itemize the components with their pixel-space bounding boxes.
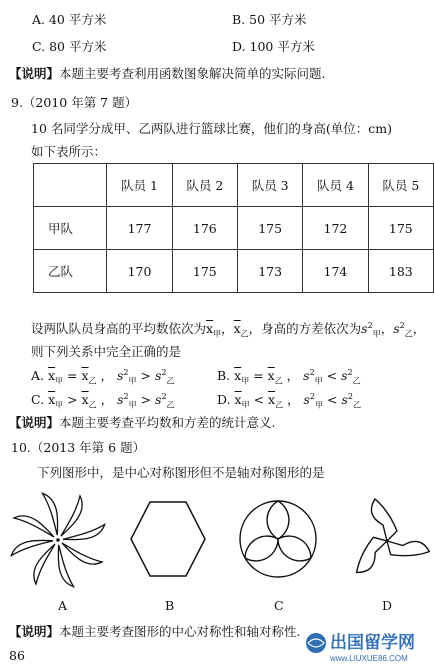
table-header-cell: 队员 2 — [172, 164, 237, 207]
table-cell: 174 — [303, 250, 368, 293]
table-header-cell: 队员 3 — [238, 164, 303, 207]
math-sup: 2 — [399, 320, 405, 330]
q9-option-a: A. $\overline{x}_甲 = \overline{x}_乙$ ， $s^2_甲 > s^2_乙$ — [31, 367, 175, 386]
math-sup: 2 — [309, 367, 315, 377]
math-mean: $\overline{x}$ — [234, 368, 242, 383]
watermark-title: 出国留学网 — [330, 633, 415, 652]
math-mean: $\overline{x}$ — [81, 392, 89, 407]
figure-label-c: C — [274, 598, 284, 613]
q10-figures — [0, 490, 434, 600]
math-sup: 2 — [161, 391, 167, 401]
math-sub: 甲 — [128, 400, 137, 410]
note-text: 本题主要考查图形的中心对称性和轴对称性. — [59, 624, 301, 639]
math-sub: 乙 — [404, 329, 413, 339]
math-var: s — [303, 368, 310, 383]
math-sub: 乙 — [88, 376, 97, 386]
math-sup: 2 — [309, 391, 316, 401]
math-var: s — [117, 392, 124, 407]
q10-note — [9, 622, 301, 640]
math-sup: 2 — [347, 391, 353, 401]
math-sub: 乙 — [275, 400, 284, 410]
math-sub: 甲 — [315, 400, 324, 410]
math-sup: 2 — [123, 391, 129, 401]
math-sub: 乙 — [240, 329, 249, 339]
math-sub: 乙 — [352, 376, 361, 386]
q8-option-d: D. 100 平方米 — [232, 39, 315, 54]
table-cell: 172 — [303, 207, 368, 250]
math-sup: 2 — [347, 367, 353, 377]
math-sub: 甲 — [55, 376, 64, 386]
option-label: B. — [217, 368, 231, 383]
math-sub: 乙 — [166, 376, 175, 386]
math-var: s — [303, 392, 310, 407]
math-sup: 2 — [161, 367, 167, 377]
math-mean: $\overline{x}$ — [206, 321, 214, 336]
q9-stem-line2: 如下表所示： — [31, 144, 107, 159]
table-cell — [34, 164, 107, 207]
math-var: s — [117, 368, 124, 383]
q9-header: 9.（2010 年第 7 题） — [11, 95, 138, 110]
q9-option-b: B. $\overline{x}_甲 = \overline{x}_乙$ ， $s^2_甲 < s^2_乙$ — [217, 367, 361, 386]
math-sub: 甲 — [241, 376, 250, 386]
math-sub: 乙 — [353, 400, 361, 410]
math-mean: $\overline{x}$ — [267, 368, 275, 383]
table-header-cell: 队员 4 — [303, 164, 368, 207]
table-cell: 177 — [107, 207, 172, 250]
q9-note — [9, 413, 276, 431]
math-mean: $\overline{x}$ — [81, 368, 89, 383]
figure-label-b: B — [165, 598, 175, 613]
q8-option-a: A. 40 平方米 — [32, 12, 107, 27]
table-cell: 173 — [238, 250, 303, 293]
figure-c-circle-leaves — [240, 501, 317, 577]
math-mean: $\overline{x}$ — [233, 321, 241, 336]
note-tag: 【说明】 — [9, 624, 60, 639]
q10-header: 10.（2013 年第 6 题） — [11, 440, 146, 455]
globe-icon — [306, 633, 326, 653]
figure-label-d: D — [382, 598, 393, 613]
math-sup: 2 — [367, 320, 373, 330]
math-var: s — [341, 392, 348, 407]
table-row-label: 甲队 — [34, 207, 107, 250]
option-label: C. — [31, 392, 45, 407]
math-mean: $\overline{x}$ — [48, 368, 56, 383]
table-cell: 176 — [172, 207, 237, 250]
figure-d-three-vanes — [346, 499, 432, 575]
math-sup: 2 — [123, 367, 129, 377]
q9-text-part-b: ，身高的方差依次为 — [248, 321, 362, 336]
note-tag: 【说明】 — [9, 66, 60, 81]
watermark-logo — [304, 625, 430, 665]
q9-option-c: C. $\overline{x}_甲 > \overline{x}_乙$ ， $s^2_甲 > s^2_乙$ — [31, 391, 175, 410]
height-table — [33, 163, 434, 293]
watermark-url: www.LIUXUE86.COM — [330, 654, 408, 663]
figure-b-hexagon — [131, 502, 205, 576]
q8-note — [9, 64, 326, 82]
table-cell: 175 — [238, 207, 303, 250]
table-header-cell: 队员 1 — [107, 164, 172, 207]
math-sub: 乙 — [88, 400, 97, 410]
math-sub: 乙 — [166, 400, 175, 410]
math-var: s — [393, 321, 400, 336]
table-cell: 183 — [368, 250, 433, 293]
table-cell: 175 — [368, 207, 433, 250]
math-mean: $\overline{x}$ — [268, 392, 276, 407]
table-row-label: 乙队 — [34, 250, 107, 293]
q9-option-d: D. $\overline{x}_甲 < \overline{x}_乙$ ， $s^2_甲 < s^2_乙$ — [217, 391, 361, 410]
math-sub: 甲 — [241, 400, 250, 410]
math-sub: 甲 — [213, 329, 222, 339]
figure-a-pinwheel — [10, 492, 106, 588]
math-var: s — [154, 368, 162, 383]
math-sub: 甲 — [128, 376, 137, 386]
math-sub: 甲 — [372, 329, 381, 339]
table-row — [34, 250, 434, 293]
table-header-cell: 队员 5 — [368, 164, 433, 207]
math-sub: 乙 — [274, 376, 283, 386]
note-tag: 【说明】 — [9, 415, 60, 430]
page-number: 86 — [9, 648, 25, 663]
table-cell: 175 — [172, 250, 237, 293]
math-var: s — [361, 321, 368, 336]
math-sub: 甲 — [314, 376, 323, 386]
table-row — [34, 207, 434, 250]
math-mean: $\overline{x}$ — [234, 392, 242, 407]
math-var: s — [155, 392, 162, 407]
option-label: A. — [31, 368, 45, 383]
q9-text-part-a: 设两队队员身高的平均数依次为 — [31, 321, 207, 336]
figure-label-a: A — [58, 598, 68, 613]
q9-stem-line1: 10 名同学分成甲、乙两队进行篮球比赛，他们的身高(单位：cm) — [31, 121, 392, 136]
math-sub: 甲 — [55, 400, 64, 410]
q8-option-b: B. 50 平方米 — [232, 12, 307, 27]
q10-stem: 下列图形中，是中心对称图形但不是轴对称图形的是 — [37, 465, 325, 480]
q9-text-line1: 设两队队员身高的平均数依次为$\overline{x}_甲$，$\overline{x}_乙$，身高的方差依次为$s^2_甲$，$s^2_乙$， — [31, 320, 426, 339]
option-label: D. — [217, 392, 231, 407]
q8-option-c: C. 80 平方米 — [32, 39, 107, 54]
table-header-row — [34, 164, 434, 207]
table-cell: 170 — [107, 250, 172, 293]
q9-text-line2: 则下列关系中完全正确的是 — [31, 344, 182, 359]
note-text: 本题主要考查平均数和方差的统计意义. — [59, 415, 276, 430]
math-mean: $\overline{x}$ — [48, 392, 56, 407]
math-var: s — [341, 368, 348, 383]
note-text: 本题主要考查利用函数图象解决简单的实际问题. — [59, 66, 326, 81]
